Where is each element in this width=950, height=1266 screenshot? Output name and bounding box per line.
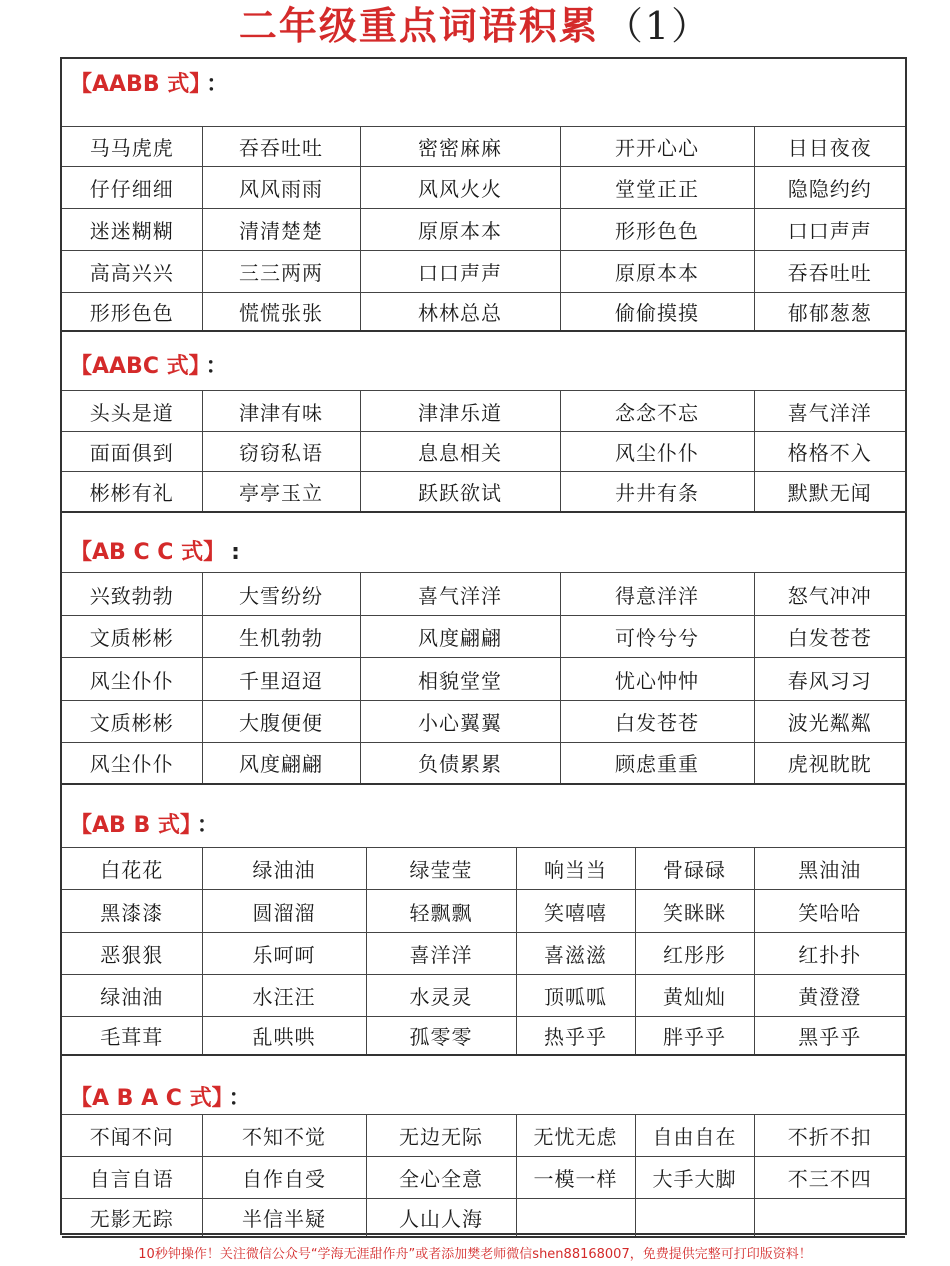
word-cell: 红扑扑 [754,933,905,975]
word-cell: 顾虑重重 [560,743,754,784]
word-cell: 迷迷糊糊 [62,209,202,251]
word-cell: 三三两两 [202,251,360,293]
word-sheet [60,57,907,1235]
word-cell: 黄灿灿 [635,975,754,1017]
word-cell: 仔仔细细 [62,167,202,209]
word-cell: 黄澄澄 [754,975,905,1017]
section-label-colon: ： [196,813,219,838]
word-table [62,126,905,332]
word-cell: 清清楚楚 [202,209,360,251]
word-cell: 绿莹莹 [366,848,516,890]
word-cell: 虎视眈眈 [754,743,905,784]
word-cell: 高高兴兴 [62,251,202,293]
word-cell: 风度翩翩 [360,616,560,658]
section-label-colon: ： [228,1086,251,1111]
table-row [62,573,905,616]
word-cell: 春风习习 [754,658,905,701]
table-row [62,432,905,472]
word-cell: 口口声声 [754,209,905,251]
word-cell: 风度翩翩 [202,743,360,784]
word-cell: 偷偷摸摸 [560,293,754,331]
word-cell: 全心全意 [366,1157,516,1199]
word-cell: 念念不忘 [560,391,754,432]
word-cell: 井井有条 [560,472,754,512]
word-cell: 千里迢迢 [202,658,360,701]
word-cell: 大手大脚 [635,1157,754,1199]
word-cell: 大雪纷纷 [202,573,360,616]
word-cell: 乱哄哄 [202,1017,366,1055]
table-row [62,1157,905,1199]
word-cell: 自由自在 [635,1115,754,1157]
word-table [62,847,905,1056]
word-cell: 吞吞吐吐 [754,251,905,293]
word-cell: 响当当 [516,848,635,890]
word-cell: 口口声声 [360,251,560,293]
word-cell: 乐呵呵 [202,933,366,975]
word-cell: 郁郁葱葱 [754,293,905,331]
word-cell: 自言自语 [62,1157,202,1199]
table-row [62,658,905,701]
section-label [70,67,228,98]
table-row [62,1115,905,1157]
word-cell: 原原本本 [360,209,560,251]
word-cell: 绿油油 [62,975,202,1017]
word-cell: 不闻不问 [62,1115,202,1157]
word-cell: 风风火火 [360,167,560,209]
word-cell: 白发苍苍 [560,701,754,743]
word-cell: 隐隐约约 [754,167,905,209]
word-cell: 风尘仆仆 [560,432,754,472]
footer-note: 10秒钟操作！关注微信公众号“学海无涯甜作舟”或者添加樊老师微信shen88168007，免费提供完整可打印版资料！ [138,1247,812,1262]
word-cell: 水灵灵 [366,975,516,1017]
table-row [62,167,905,209]
word-cell: 恶狠狠 [62,933,202,975]
word-cell: 密密麻麻 [360,127,560,167]
word-cell: 文质彬彬 [62,701,202,743]
table-row [62,975,905,1017]
word-cell [516,1199,635,1237]
word-cell: 大腹便便 [202,701,360,743]
title-text: 二年级重点词语积累 [238,3,599,48]
word-table [62,390,905,513]
word-cell: 不折不扣 [754,1115,905,1157]
word-cell: 可怜兮兮 [560,616,754,658]
word-cell: 笑嘻嘻 [516,890,635,933]
word-cell: 黑乎乎 [754,1017,905,1055]
table-row [62,472,905,512]
word-cell: 慌慌张张 [202,293,360,331]
word-cell: 形形色色 [62,293,202,331]
word-cell: 波光粼粼 [754,701,905,743]
table-row [62,743,905,784]
section-label [70,1081,251,1112]
word-cell: 小心翼翼 [360,701,560,743]
word-cell: 津津有味 [202,391,360,432]
word-cell: 白发苍苍 [754,616,905,658]
table-row [62,293,905,331]
table-row [62,616,905,658]
word-cell: 风尘仆仆 [62,743,202,784]
word-cell: 兴致勃勃 [62,573,202,616]
table-row [62,127,905,167]
word-cell: 息息相关 [360,432,560,472]
word-cell: 默默无闻 [754,472,905,512]
word-cell: 自作自受 [202,1157,366,1199]
word-cell: 林林总总 [360,293,560,331]
word-cell: 开开心心 [560,127,754,167]
word-cell: 孤零零 [366,1017,516,1055]
word-cell: 生机勃勃 [202,616,360,658]
word-cell: 胖乎乎 [635,1017,754,1055]
title-number: （1） [604,4,712,48]
section-label-colon: : [231,540,240,565]
word-cell: 风尘仆仆 [62,658,202,701]
word-cell [754,1199,905,1237]
word-cell: 格格不入 [754,432,905,472]
word-cell: 津津乐道 [360,391,560,432]
word-cell: 亭亭玉立 [202,472,360,512]
word-cell: 笑眯眯 [635,890,754,933]
page-title [0,0,950,52]
word-cell: 一模一样 [516,1157,635,1199]
section-label-text: 【A B A C 式】 [70,1086,223,1111]
word-cell: 毛茸茸 [62,1017,202,1055]
word-cell: 堂堂正正 [560,167,754,209]
word-cell: 喜洋洋 [366,933,516,975]
section-label [70,349,228,380]
word-cell: 不知不觉 [202,1115,366,1157]
word-cell: 圆溜溜 [202,890,366,933]
table-row [62,848,905,890]
word-cell: 原原本本 [560,251,754,293]
word-cell: 面面俱到 [62,432,202,472]
word-cell: 无忧无虑 [516,1115,635,1157]
section-label-text: 【AB C C 式】 [70,540,226,565]
word-cell: 黑油油 [754,848,905,890]
word-cell: 水汪汪 [202,975,366,1017]
table-row [62,1199,905,1237]
section-label-colon: ： [205,354,228,379]
section-label-text: 【AB B 式】 [70,813,191,838]
word-cell: 头头是道 [62,391,202,432]
word-cell: 热乎乎 [516,1017,635,1055]
word-cell: 顶呱呱 [516,975,635,1017]
word-cell: 相貌堂堂 [360,658,560,701]
section-label [70,535,240,566]
word-cell: 跃跃欲试 [360,472,560,512]
word-cell: 不三不四 [754,1157,905,1199]
table-row [62,391,905,432]
word-cell: 无影无踪 [62,1199,202,1237]
word-cell: 忧心忡忡 [560,658,754,701]
word-cell: 日日夜夜 [754,127,905,167]
word-cell: 怒气冲冲 [754,573,905,616]
word-cell: 形形色色 [560,209,754,251]
word-cell: 绿油油 [202,848,366,890]
word-cell: 窃窃私语 [202,432,360,472]
word-cell: 马马虎虎 [62,127,202,167]
word-cell: 无边无际 [366,1115,516,1157]
word-cell: 轻飘飘 [366,890,516,933]
section-label-text: 【AABB 式】 [70,72,201,97]
section-label [70,808,219,839]
word-cell: 人山人海 [366,1199,516,1237]
section-label-colon: ： [206,72,229,97]
table-row [62,890,905,933]
word-cell [635,1199,754,1237]
word-cell: 风风雨雨 [202,167,360,209]
table-row [62,1017,905,1055]
word-table [62,572,905,785]
table-row [62,933,905,975]
word-cell: 喜气洋洋 [360,573,560,616]
word-cell: 黑漆漆 [62,890,202,933]
table-row [62,251,905,293]
word-cell: 文质彬彬 [62,616,202,658]
word-cell: 红彤彤 [635,933,754,975]
word-table [62,1114,905,1238]
word-cell: 得意洋洋 [560,573,754,616]
table-row [62,209,905,251]
word-cell: 喜滋滋 [516,933,635,975]
word-cell: 骨碌碌 [635,848,754,890]
table-row [62,701,905,743]
word-cell: 喜气洋洋 [754,391,905,432]
section-label-text: 【AABC 式】 [70,354,200,379]
word-cell: 白花花 [62,848,202,890]
word-cell: 负债累累 [360,743,560,784]
word-cell: 半信半疑 [202,1199,366,1237]
word-cell: 彬彬有礼 [62,472,202,512]
word-cell: 吞吞吐吐 [202,127,360,167]
word-cell: 笑哈哈 [754,890,905,933]
